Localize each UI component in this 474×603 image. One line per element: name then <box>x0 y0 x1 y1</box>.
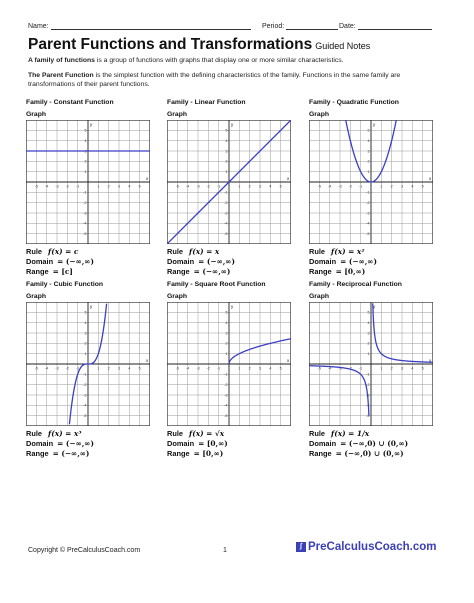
y-tick-label: -3 <box>83 393 87 398</box>
domain-line <box>167 257 307 266</box>
x-tick-label: -5 <box>175 184 179 189</box>
x-tick-label: -4 <box>45 184 49 189</box>
y-tick-label: 4 <box>225 138 228 143</box>
graph-axes <box>26 120 150 244</box>
y-tick-label: 5 <box>367 310 370 315</box>
y-tick-label: -5 <box>366 413 370 418</box>
x-tick-label: 1 <box>238 184 241 189</box>
domain-line-label: Domain <box>167 257 195 266</box>
range-line-label: Range <box>26 449 49 458</box>
parent-term: The Parent Function <box>28 72 94 79</box>
y-tick-label: 4 <box>84 320 87 325</box>
panel-cubic <box>26 281 166 458</box>
x-tick-label: 3 <box>401 184 403 189</box>
y-tick-label: -5 <box>224 231 228 236</box>
y-tick-label: 4 <box>84 138 87 143</box>
rule-line <box>309 247 449 256</box>
x-tick-label: -2 <box>206 184 210 189</box>
range-line <box>167 267 307 276</box>
y-tick-label: 3 <box>84 331 87 336</box>
range-line <box>309 267 449 276</box>
x-tick-label: 4 <box>128 184 131 189</box>
y-tick-label: -3 <box>224 211 228 216</box>
y-tick-label: -2 <box>83 200 87 205</box>
y-tick-label: 1 <box>225 351 228 356</box>
x-tick-label: 3 <box>118 366 120 371</box>
y-tick-label: 4 <box>225 320 228 325</box>
x-tick-label: -3 <box>55 366 59 371</box>
graph-quadratic <box>309 120 433 244</box>
range-line-label: Range <box>309 449 332 458</box>
rule-line-label: Rule <box>309 429 326 438</box>
x-tick-label: -1 <box>76 366 80 371</box>
y-tick-label: -3 <box>224 393 228 398</box>
x-axis-label: x <box>146 358 149 363</box>
y-tick-label: 5 <box>367 128 370 133</box>
date-label: Date: <box>339 23 356 30</box>
y-tick-label: -1 <box>366 372 370 377</box>
y-tick-label: 1 <box>367 351 370 356</box>
y-tick-label: 1 <box>367 169 370 174</box>
y-tick-label: 3 <box>225 331 228 336</box>
panel-sqrt <box>167 281 307 458</box>
y-tick-label: 3 <box>367 149 370 154</box>
x-tick-label: -4 <box>328 184 332 189</box>
x-tick-label: -3 <box>196 184 200 189</box>
y-axis-label: y <box>90 122 93 127</box>
family-title: Family - Linear Function <box>167 99 246 106</box>
intro-text: is a group of functions with graphs that display one or more similar characteristics. <box>94 57 344 64</box>
function-curve <box>373 303 433 362</box>
rule-line-value: f(x) = x³ <box>48 429 82 438</box>
y-tick-label: -4 <box>83 221 87 226</box>
domain-line <box>167 439 307 448</box>
graph-reciprocal <box>309 302 433 426</box>
rule-line-value: f(x) = x² <box>331 247 365 256</box>
copyright: Copyright © PreCalculusCoach.com <box>28 547 141 554</box>
y-tick-label: 2 <box>367 159 370 164</box>
x-tick-label: -1 <box>76 184 80 189</box>
range-line <box>26 267 166 276</box>
y-tick-label: 5 <box>225 310 228 315</box>
y-tick-label: 1 <box>225 169 228 174</box>
y-tick-label: -4 <box>83 403 87 408</box>
page-title <box>28 36 370 54</box>
x-tick-label: -1 <box>359 184 363 189</box>
domain-line-value: = (−∞,∞) <box>340 257 377 266</box>
date-field <box>339 22 432 30</box>
rule-line <box>26 429 166 438</box>
y-tick-label: 2 <box>225 341 228 346</box>
x-tick-label: -3 <box>55 184 59 189</box>
date-line <box>358 22 432 30</box>
x-tick-label: -2 <box>348 184 352 189</box>
y-tick-label: -1 <box>366 190 370 195</box>
y-axis-label: y <box>373 304 376 309</box>
rule-line-label: Rule <box>26 429 43 438</box>
graph-label: Graph <box>167 111 188 118</box>
y-tick-label: -5 <box>366 231 370 236</box>
name-line <box>51 22 251 30</box>
y-axis-label: y <box>231 304 234 309</box>
x-tick-label: -1 <box>217 366 221 371</box>
y-tick-label: 4 <box>367 138 370 143</box>
subtitle: Guided Notes <box>315 41 371 51</box>
x-tick-label: 5 <box>421 366 424 371</box>
y-tick-label: 5 <box>225 128 228 133</box>
graph-label: Graph <box>26 293 47 300</box>
intro-term: A family of functions <box>28 57 95 64</box>
function-curve <box>309 366 369 416</box>
rule-line-value: f(x) = 1/x <box>331 429 370 438</box>
domain-line-value: = (−∞,∞) <box>57 257 94 266</box>
rule-line <box>167 247 307 256</box>
logo-icon: ∫ <box>296 542 306 552</box>
x-tick-label: 4 <box>411 366 414 371</box>
period-label: Period: <box>262 23 285 30</box>
title-text: Parent Functions and Transformations <box>28 36 313 53</box>
range-line-value: = (−∞,∞) <box>193 267 231 276</box>
y-tick-label: -2 <box>224 200 228 205</box>
y-tick-label: -2 <box>224 382 228 387</box>
y-tick-label: -3 <box>366 211 370 216</box>
range-line <box>26 449 166 458</box>
y-axis-label: y <box>90 304 93 309</box>
x-tick-label: 1 <box>238 366 241 371</box>
domain-line-label: Domain <box>26 257 54 266</box>
range-line-value: = (−∞,∞) <box>52 449 90 458</box>
x-tick-label: 3 <box>401 366 403 371</box>
domain-line-value: = (−∞,∞) <box>198 257 235 266</box>
x-tick-label: 4 <box>411 184 414 189</box>
x-axis-label: x <box>429 176 432 181</box>
x-tick-label: 4 <box>269 184 272 189</box>
x-tick-label: -4 <box>328 366 332 371</box>
intro-paragraph <box>28 57 448 66</box>
parent-text: is the simplest function with the defining characteristics of the family. Functions in the same family are transformations of their parent functions. <box>28 72 401 88</box>
y-tick-label: -4 <box>224 403 228 408</box>
graph-label: Graph <box>167 293 188 300</box>
range-line-value: = [c] <box>52 267 73 276</box>
domain-line <box>309 439 449 448</box>
domain-line-label: Domain <box>309 257 337 266</box>
x-tick-label: 2 <box>107 184 110 189</box>
y-axis-label: y <box>231 122 234 127</box>
x-tick-label: 2 <box>248 184 251 189</box>
x-tick-label: 4 <box>128 366 131 371</box>
x-tick-label: -5 <box>175 366 179 371</box>
domain-line-label: Domain <box>26 439 54 448</box>
graph-constant <box>26 120 150 244</box>
x-tick-label: 2 <box>248 366 251 371</box>
y-tick-label: 2 <box>84 341 87 346</box>
x-tick-label: 3 <box>259 366 261 371</box>
range-line-label: Range <box>167 449 190 458</box>
range-line-value: = [0,∞) <box>335 267 366 276</box>
x-tick-label: 3 <box>259 184 261 189</box>
x-tick-label: -2 <box>206 366 210 371</box>
domain-line-label: Domain <box>167 439 195 448</box>
domain-line-value: = (−∞,0) ∪ (0,∞) <box>340 439 409 448</box>
x-tick-label: 5 <box>138 366 141 371</box>
rule-line <box>167 429 307 438</box>
x-tick-label: 2 <box>107 366 110 371</box>
period-line <box>286 22 338 30</box>
x-tick-label: -4 <box>186 184 190 189</box>
x-tick-label: -5 <box>34 184 38 189</box>
x-tick-label: 5 <box>421 184 424 189</box>
y-tick-label: -4 <box>366 221 370 226</box>
range-line-label: Range <box>167 267 190 276</box>
y-tick-label: 5 <box>84 128 87 133</box>
graph-cubic <box>26 302 150 426</box>
graph-label: Graph <box>309 293 330 300</box>
y-tick-label: 4 <box>367 320 370 325</box>
graph-axes <box>309 302 433 426</box>
x-tick-label: -2 <box>65 366 69 371</box>
site-logo <box>296 541 436 553</box>
x-axis-label: x <box>287 358 290 363</box>
y-tick-label: 3 <box>367 331 370 336</box>
x-tick-label: -5 <box>317 366 321 371</box>
y-tick-label: -2 <box>83 382 87 387</box>
x-tick-label: 1 <box>97 366 100 371</box>
x-tick-label: 5 <box>138 184 141 189</box>
x-tick-label: -3 <box>196 366 200 371</box>
x-tick-label: 3 <box>118 184 120 189</box>
y-tick-label: 5 <box>84 310 87 315</box>
y-tick-label: -3 <box>83 211 87 216</box>
x-axis-label: x <box>287 176 290 181</box>
x-axis-label: x <box>146 176 149 181</box>
family-title: Family - Cubic Function <box>26 281 104 288</box>
graph-linear <box>167 120 291 244</box>
rule-line-value: f(x) = x <box>189 247 220 256</box>
family-title: Family - Square Root Function <box>167 281 266 288</box>
rule-line-value: f(x) = c <box>48 247 79 256</box>
page-number: 1 <box>223 547 227 554</box>
y-tick-label: -4 <box>366 403 370 408</box>
domain-line-value: = [0,∞) <box>198 439 228 448</box>
graph-label: Graph <box>309 111 330 118</box>
y-tick-label: 3 <box>225 149 228 154</box>
y-tick-label: 1 <box>84 169 87 174</box>
x-tick-label: -3 <box>338 366 342 371</box>
panel-constant <box>26 99 166 276</box>
rule-line-label: Rule <box>309 247 326 256</box>
y-tick-label: -5 <box>83 413 87 418</box>
y-tick-label: 2 <box>367 341 370 346</box>
x-tick-label: -4 <box>186 366 190 371</box>
y-tick-label: -4 <box>224 221 228 226</box>
domain-line <box>309 257 449 266</box>
rule-line <box>26 247 166 256</box>
x-tick-label: 5 <box>279 366 282 371</box>
period-field <box>262 22 338 30</box>
y-tick-label: 2 <box>225 159 228 164</box>
rule-line-label: Rule <box>26 247 43 256</box>
domain-line <box>26 257 166 266</box>
y-tick-label: -5 <box>83 231 87 236</box>
x-tick-label: -2 <box>348 366 352 371</box>
y-tick-label: -1 <box>224 190 228 195</box>
family-title: Family - Constant Function <box>26 99 114 106</box>
range-line-label: Range <box>309 267 332 276</box>
x-tick-label: 1 <box>97 184 100 189</box>
range-line <box>167 449 307 458</box>
x-tick-label: -3 <box>338 184 342 189</box>
family-title: Family - Reciprocal Function <box>309 281 402 288</box>
x-tick-label: 1 <box>380 184 383 189</box>
y-tick-label: -1 <box>224 372 228 377</box>
range-line <box>309 449 449 458</box>
domain-line <box>26 439 166 448</box>
name-field <box>28 22 251 30</box>
y-tick-label: 1 <box>84 351 87 356</box>
rule-line <box>309 429 449 438</box>
x-tick-label: 4 <box>269 366 272 371</box>
domain-line-value: = (−∞,∞) <box>57 439 94 448</box>
rule-line-value: f(x) = √x <box>189 429 225 438</box>
x-tick-label: 2 <box>390 366 393 371</box>
range-line-value: = (−∞,0) ∪ (0,∞) <box>335 449 404 458</box>
x-tick-label: -4 <box>45 366 49 371</box>
x-axis-label: x <box>429 358 432 363</box>
y-tick-label: -5 <box>224 413 228 418</box>
x-tick-label: -1 <box>359 366 363 371</box>
y-tick-label: 2 <box>84 159 87 164</box>
rule-line-label: Rule <box>167 429 184 438</box>
x-tick-label: -5 <box>317 184 321 189</box>
x-tick-label: -2 <box>65 184 69 189</box>
panel-reciprocal <box>309 281 449 458</box>
parent-definition <box>28 72 448 89</box>
y-tick-label: -2 <box>366 200 370 205</box>
panel-quadratic <box>309 99 449 276</box>
y-tick-label: -1 <box>83 190 87 195</box>
family-title: Family - Quadratic Function <box>309 99 399 106</box>
domain-line-label: Domain <box>309 439 337 448</box>
x-tick-label: 5 <box>279 184 282 189</box>
x-tick-label: 1 <box>380 366 383 371</box>
range-line-label: Range <box>26 267 49 276</box>
logo-text: PreCalculusCoach.com <box>308 541 437 553</box>
y-tick-label: -2 <box>366 382 370 387</box>
x-tick-label: -1 <box>217 184 221 189</box>
graph-sqrt <box>167 302 291 426</box>
graph-label: Graph <box>26 111 47 118</box>
range-line-value: = [0,∞) <box>193 449 224 458</box>
x-tick-label: 2 <box>390 184 393 189</box>
y-tick-label: -3 <box>366 393 370 398</box>
y-axis-label: y <box>373 122 376 127</box>
y-tick-label: 3 <box>84 149 87 154</box>
x-tick-label: -5 <box>34 366 38 371</box>
rule-line-label: Rule <box>167 247 184 256</box>
name-label: Name: <box>28 23 49 30</box>
y-tick-label: -1 <box>83 372 87 377</box>
panel-linear <box>167 99 307 276</box>
